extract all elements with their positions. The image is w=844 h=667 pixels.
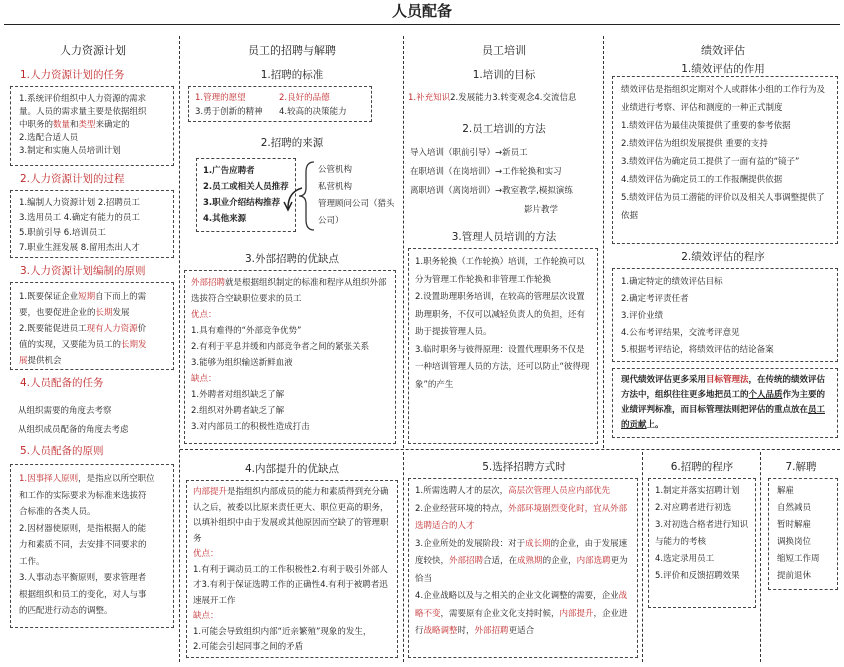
col4-role-box [612, 76, 838, 244]
col4-role-item: 5.绩效评估为员工潜能的评价以及相关人事调整提供了依据 [621, 193, 825, 221]
col-divider-3 [603, 36, 604, 448]
col3-method-a: 导入培训（职前引导） [410, 148, 496, 158]
col2-heading: 员工的招聘与解聘 [248, 44, 336, 57]
internal-title: 4.内部提升的优缺点 [244, 463, 340, 475]
text-segment: 现有人力资源 [86, 324, 138, 334]
col4-role-item: 2.绩效评估为组织发展提供 重要的支持 [621, 139, 768, 149]
col4-role-item: 1.绩效评估为最佳决策提供了重要的参考依据 [621, 121, 791, 131]
text-segment: 现代绩效评估更多采用 [621, 375, 707, 385]
col1-heading: 人力资源计划 [60, 44, 126, 57]
col1-s5-text [19, 471, 173, 620]
text-line [19, 603, 173, 620]
text-segment: 和工作的实际要求为标准来选拔符 [19, 490, 147, 501]
col2-adv-item: 3.能够为组织输送新鲜血液 [191, 358, 293, 368]
dismiss-item: 调换岗位 [777, 537, 812, 547]
program-item: 4.选定录用员工 [655, 554, 715, 564]
text-segment: 战略调整 [423, 626, 458, 636]
col4-proc-box [612, 268, 838, 362]
text-segment: 个人品质 [748, 390, 783, 400]
text-segment: ，在传统的绩效评估方法中，组织往往更多地把员工的 [621, 375, 826, 400]
col3-goal-item: 1.补充知识 [408, 93, 451, 103]
text-segment: 提供机会 [27, 356, 62, 366]
text-segment: 中职务的 [19, 120, 54, 130]
col3-goal-item: 4.交流信息 [534, 93, 577, 103]
col2-std-box [188, 86, 372, 122]
text-segment: 外部招聘 [474, 626, 509, 636]
col4-modern-text [621, 373, 831, 433]
col1-s5-title: 5.人员配备的原则 [20, 445, 104, 457]
choose-box [408, 478, 638, 658]
text-segment: 要，也要促进企业的 [19, 308, 96, 318]
text-segment: 上。 [646, 420, 664, 430]
choose-item [415, 501, 631, 536]
text-segment: 内部提升 [193, 487, 228, 497]
col2-dis-item: 2.组织对外聘者缺乏了解 [191, 406, 285, 416]
text-segment: 员工的贡献 [621, 405, 826, 430]
bottom-divider-2 [642, 452, 643, 662]
title-underline [4, 24, 840, 25]
col3-mgr-box [408, 248, 598, 444]
text-segment: 外部环境剧烈变化时，宜从外部选聘适合的人才 [415, 503, 628, 531]
text-segment: 合标准的各类人员。 [19, 507, 96, 517]
text-segment: 长期 [95, 308, 113, 318]
col2-std-item: 3.勇于创新的精神 [195, 107, 263, 117]
col3-method-extra: 影片教学 [524, 205, 559, 215]
text-segment: 工作。 [19, 556, 45, 567]
text-line [19, 305, 173, 321]
text-segment: 作为主要的业绩评判标准，而目标管理法则把评估的重点放在 [621, 390, 826, 415]
internal-adv-item: 1.有利于调动员工的工作积极性2.有利于吸引外部人才3.有利于保证选聘工作的正确性4.有利于被聘者迅速展开工作 [193, 564, 388, 606]
text-segment: 是指组织内部成员的能力和素质得到充分确认之后，被委以比原来责任更大、职位更高的职务，以填补组织中由于发展或其他原因而空缺了的管理职务 [193, 487, 389, 544]
text-line [19, 554, 173, 571]
dismiss-title: 7.解聘 [785, 461, 817, 473]
col2-ext-intro [191, 275, 389, 307]
bottom-divider-3 [760, 452, 761, 662]
text-segment: 成长期 [525, 538, 551, 549]
text-segment: 2.选配合适人员 [19, 133, 79, 143]
dismiss-box [768, 478, 838, 590]
col2-std-title: 1.招聘的标准 [260, 69, 324, 81]
choose-item [415, 536, 631, 589]
text-line [19, 353, 173, 369]
text-segment: 外部招聘 [449, 556, 484, 566]
col4-proc-item: 4.公布考评结果，交流考评意见 [621, 328, 740, 338]
text-line [19, 106, 173, 119]
text-segment: 长期发 [121, 340, 147, 350]
col3-heading: 员工培训 [482, 44, 526, 57]
program-box [648, 478, 756, 608]
col2-agency-item: 管理顾问公司（猎头公司） [318, 199, 395, 226]
col2-std-item: 2.良好的品德 [279, 93, 330, 103]
col2-src-item: 4.其他来源 [203, 214, 247, 224]
col1-s4-item: 从组织成员配备的角度去考虑 [18, 425, 129, 435]
text-segment: 的匹配进行动态的调整。 [19, 606, 113, 616]
text-segment: 量。人员的需求量主要是依据组织 [19, 107, 147, 117]
text-segment: 就是根据组织制定的标准和程序从组织外部选拔符合空缺职位要求的员工 [191, 278, 387, 304]
choose-title: 5.选择招聘方式时 [482, 461, 566, 473]
text-segment: 的企业， [542, 556, 577, 566]
text-line [19, 521, 173, 538]
text-segment: 内部提升 [559, 608, 594, 619]
internal-intro [193, 485, 391, 547]
col4-modern-box [612, 368, 838, 438]
text-segment: 1.系统评价组织中人力资源的需求 [19, 94, 147, 104]
col1-s2-item: 5.职前引导 6.培训员工 [19, 228, 106, 238]
text-line [19, 321, 173, 337]
text-segment: 外部招聘 [191, 278, 226, 288]
col4-role-item: 4.绩效评估为确定员工的工作报酬提供依据 [621, 175, 783, 185]
row-divider [180, 449, 840, 450]
dismiss-item: 暂时解雇 [777, 520, 812, 530]
program-item: 3.对初选合格者进行知识与能力的考核 [655, 520, 749, 547]
dismiss-item: 提前退休 [777, 571, 812, 581]
col4-proc-item: 3.评价业绩 [621, 311, 664, 321]
text-segment: 短期 [78, 292, 96, 302]
text-segment: 自下而上的需 [95, 292, 147, 302]
col2-dis-item: 1.外聘者对组织缺乏了解 [191, 390, 285, 400]
col3-method-b: →工作轮换和实习 [495, 167, 562, 177]
col-divider-1 [179, 36, 180, 662]
col1-s1-title: 1.人力资源计划的任务 [20, 69, 125, 81]
internal-dis-item: 2.可能会引起同事之间的矛盾 [193, 642, 304, 652]
text-segment: 战略不变 [415, 591, 628, 619]
text-segment: 2.既要能促进员工 [19, 324, 87, 334]
col4-proc-item: 5.根据考评结论，将绩效评估的结论备案 [621, 345, 774, 355]
text-line [19, 471, 173, 488]
text-line [19, 93, 173, 106]
col2-src-item: 2.员工或相关人员推荐 [203, 182, 289, 192]
text-line [19, 145, 173, 158]
col1-s1-box [10, 86, 174, 166]
col1-s4-item: 从组织需要的角度去考察 [18, 406, 112, 416]
col2-src-item: 3.职业介绍结构推荐 [203, 198, 281, 208]
dismiss-item: 缩短工作周 [777, 554, 820, 564]
internal-dis-item: 1.可能会导致组织内部“近亲繁殖”现象的发生， [193, 626, 372, 637]
text-segment: 3.企业所处的发展阶段：对于 [415, 538, 526, 549]
text-segment: 力和素质不同，去安排不同要求的 [19, 540, 147, 550]
text-segment: 和 [70, 120, 79, 130]
col2-adv-item: 2.有利于平息并缓和内部竞争者之间的紧张关系 [191, 342, 370, 352]
text-segment: 价 [137, 324, 147, 334]
text-segment: 更为恰当 [415, 556, 628, 584]
bottom-divider-1 [403, 452, 404, 662]
program-item: 1.制定并落实招聘计划 [655, 486, 740, 496]
program-title: 6.招聘的程序 [670, 461, 734, 473]
text-segment: 来确定的 [95, 120, 130, 130]
col4-role-title: 1.绩效评估的作用 [681, 63, 765, 75]
col2-std-item: 1.管理的愿望 [195, 93, 246, 103]
program-item: 2.对应聘者进行初选 [655, 503, 732, 513]
col3-method-b: →教室教学,模拟演练 [495, 186, 573, 196]
col4-proc-item: 1.确定特定的绩效评估目标 [621, 277, 723, 287]
text-line [19, 504, 173, 521]
col3-mgr-title: 3.管理人员培训的方法 [451, 231, 557, 243]
page-title: 人员配备 [391, 2, 452, 20]
text-line [19, 289, 173, 305]
col3-goal-list [408, 92, 577, 105]
text-line [19, 132, 173, 145]
col3-goal-item: 3.转变观念 [492, 93, 535, 103]
text-segment: 合适，在 [483, 556, 518, 566]
col1-s2-item: 3.选用员工 4.确定有能力的员工 [19, 213, 140, 223]
col3-mgr-item: 1.职务轮换（工作轮换）培训，工作轮换可以分为管理工作轮换和非管理工作轮换 [415, 257, 585, 285]
col2-agency-item: 私营机构 [318, 182, 353, 192]
col1-s3-title: 3.人力资源计划编制的原则 [20, 265, 146, 277]
col1-s4-title: 4.人员配备的任务 [20, 377, 104, 389]
text-segment: 1.所需选聘人才的层次， [415, 486, 509, 496]
text-segment: 3.制定和实施人员培训计划 [19, 146, 121, 156]
col2-ext-box [184, 270, 396, 444]
text-segment: 展 [19, 356, 28, 366]
col4-role-item: 3.绩效评估为确定员工提供了一面有益的“镜子” [621, 157, 800, 167]
text-line [19, 570, 173, 587]
text-segment: 4.企业战略以及与之相关的企业文化调整的需要，企业 [415, 591, 619, 601]
col1-s2-item: 7.职业生涯发展 8.留用杰出人才 [19, 243, 140, 253]
text-segment: ，需要原有企业文化支持时候， [440, 608, 560, 619]
col3-method-list [410, 144, 573, 220]
text-segment: 1.因事择人原则 [19, 474, 79, 484]
text-segment: 1.既要保证企业 [19, 292, 79, 302]
choose-list [415, 483, 631, 641]
internal-dis-label: 缺点： [193, 611, 219, 621]
dismiss-item: 解雇 [777, 486, 795, 496]
col4-proc-item: 2.确定考评责任者 [621, 294, 689, 304]
text-segment: 类型 [78, 120, 96, 130]
internal-box [186, 480, 398, 658]
col3-goal-item: 2.发展能力 [450, 93, 493, 103]
text-segment: 的企业，由于发展速度较快， [415, 538, 628, 566]
text-line [19, 337, 173, 353]
col1-s4-list [18, 402, 129, 440]
col1-s5-box [10, 464, 174, 628]
col2-src-title: 2.招聘的来源 [260, 137, 324, 149]
curved-arrow-icon [282, 184, 304, 214]
col2-src-box [196, 158, 296, 232]
text-line [19, 537, 173, 554]
col1-s2-title: 2.人力资源计划的过程 [20, 173, 125, 185]
col2-adv-item: 1.具有难得的“外部竞争优势” [191, 326, 302, 336]
col3-method-a: 在职培训（在岗培训） [410, 167, 496, 177]
choose-item [415, 483, 631, 501]
dismiss-item: 自然减员 [777, 503, 812, 513]
text-segment: ，是指应以所空职位 [78, 474, 155, 484]
col2-ext-title: 3.外部招聘的优缺点 [244, 253, 340, 265]
col2-adv-label: 优点： [191, 310, 217, 320]
text-segment: 更适合 [508, 626, 535, 636]
col1-s2-box [10, 190, 174, 258]
internal-adv-label: 优点： [193, 549, 219, 559]
text-segment: ，企业进行 [415, 608, 628, 636]
text-segment: 值的实现，又要能为员工的 [19, 340, 122, 350]
col4-role-item: 绩效评估是指组织定期对个人或群体小组的工作行为及业绩进行考察、评估和测度的一种正式制度 [621, 85, 826, 113]
col4-proc-title: 2.绩效评估的程序 [681, 251, 765, 263]
col2-agency-item: 公管机构 [318, 165, 353, 175]
choose-item [415, 588, 631, 641]
col3-method-a: 离职培训（离岗培训） [410, 186, 496, 196]
col3-method-title: 2.员工培训的方法 [462, 123, 546, 135]
col1-s3-text [19, 289, 173, 369]
col3-method-b: →新员工 [495, 148, 528, 158]
col3-mgr-item: 2.设置助理职务培训，在较高的管理层次设置助理职务，不仅可以减轻负责人的负担，还有助于提拔管理人员。 [415, 292, 586, 337]
text-segment: 目标管理法 [706, 375, 749, 385]
text-segment: 2.因材器使原则，是指根据人的能 [19, 523, 147, 534]
text-segment: 成熟期 [517, 556, 543, 566]
col2-dis-item: 3.对内部员工的积极性造成打击 [191, 422, 310, 432]
col1-s1-text [19, 93, 173, 158]
col1-s2-item: 1.编制人力资源计划 2.招聘员工 [19, 198, 140, 208]
text-line [19, 119, 173, 132]
text-segment: 内部选聘 [576, 556, 611, 566]
text-segment: 发展 [112, 308, 130, 318]
col1-s3-box [10, 282, 174, 370]
text-line [19, 488, 173, 505]
text-segment: 时， [457, 626, 475, 636]
col-divider-2 [403, 36, 404, 448]
col4-heading: 绩效评估 [701, 44, 745, 57]
col2-std-item: 4.较高的决策能力 [279, 107, 347, 117]
text-segment: 3.人事动态平衡原则，要求管理者 [19, 573, 147, 583]
col3-mgr-item: 3.临时职务与彼得原理：设置代理职务不仅是一种培训管理人员的方法，还可以防止“彼得现象”的产生 [415, 344, 590, 390]
program-item: 5.评价和反馈招聘效果 [655, 571, 740, 581]
text-segment: 高层次管理人员应内部优先 [508, 486, 611, 496]
text-line [19, 587, 173, 604]
col2-src-item: 1.广告应聘者 [203, 166, 255, 176]
text-segment: 数量 [53, 120, 71, 130]
text-segment: 2.企业经营环境的特点， [415, 503, 509, 514]
text-segment: 根据组织和员工的变化，对人与事 [19, 589, 147, 600]
col2-agency-list [318, 162, 400, 230]
col3-goal-title: 1.培训的目标 [472, 69, 536, 81]
col2-dis-label: 缺点： [191, 374, 217, 384]
